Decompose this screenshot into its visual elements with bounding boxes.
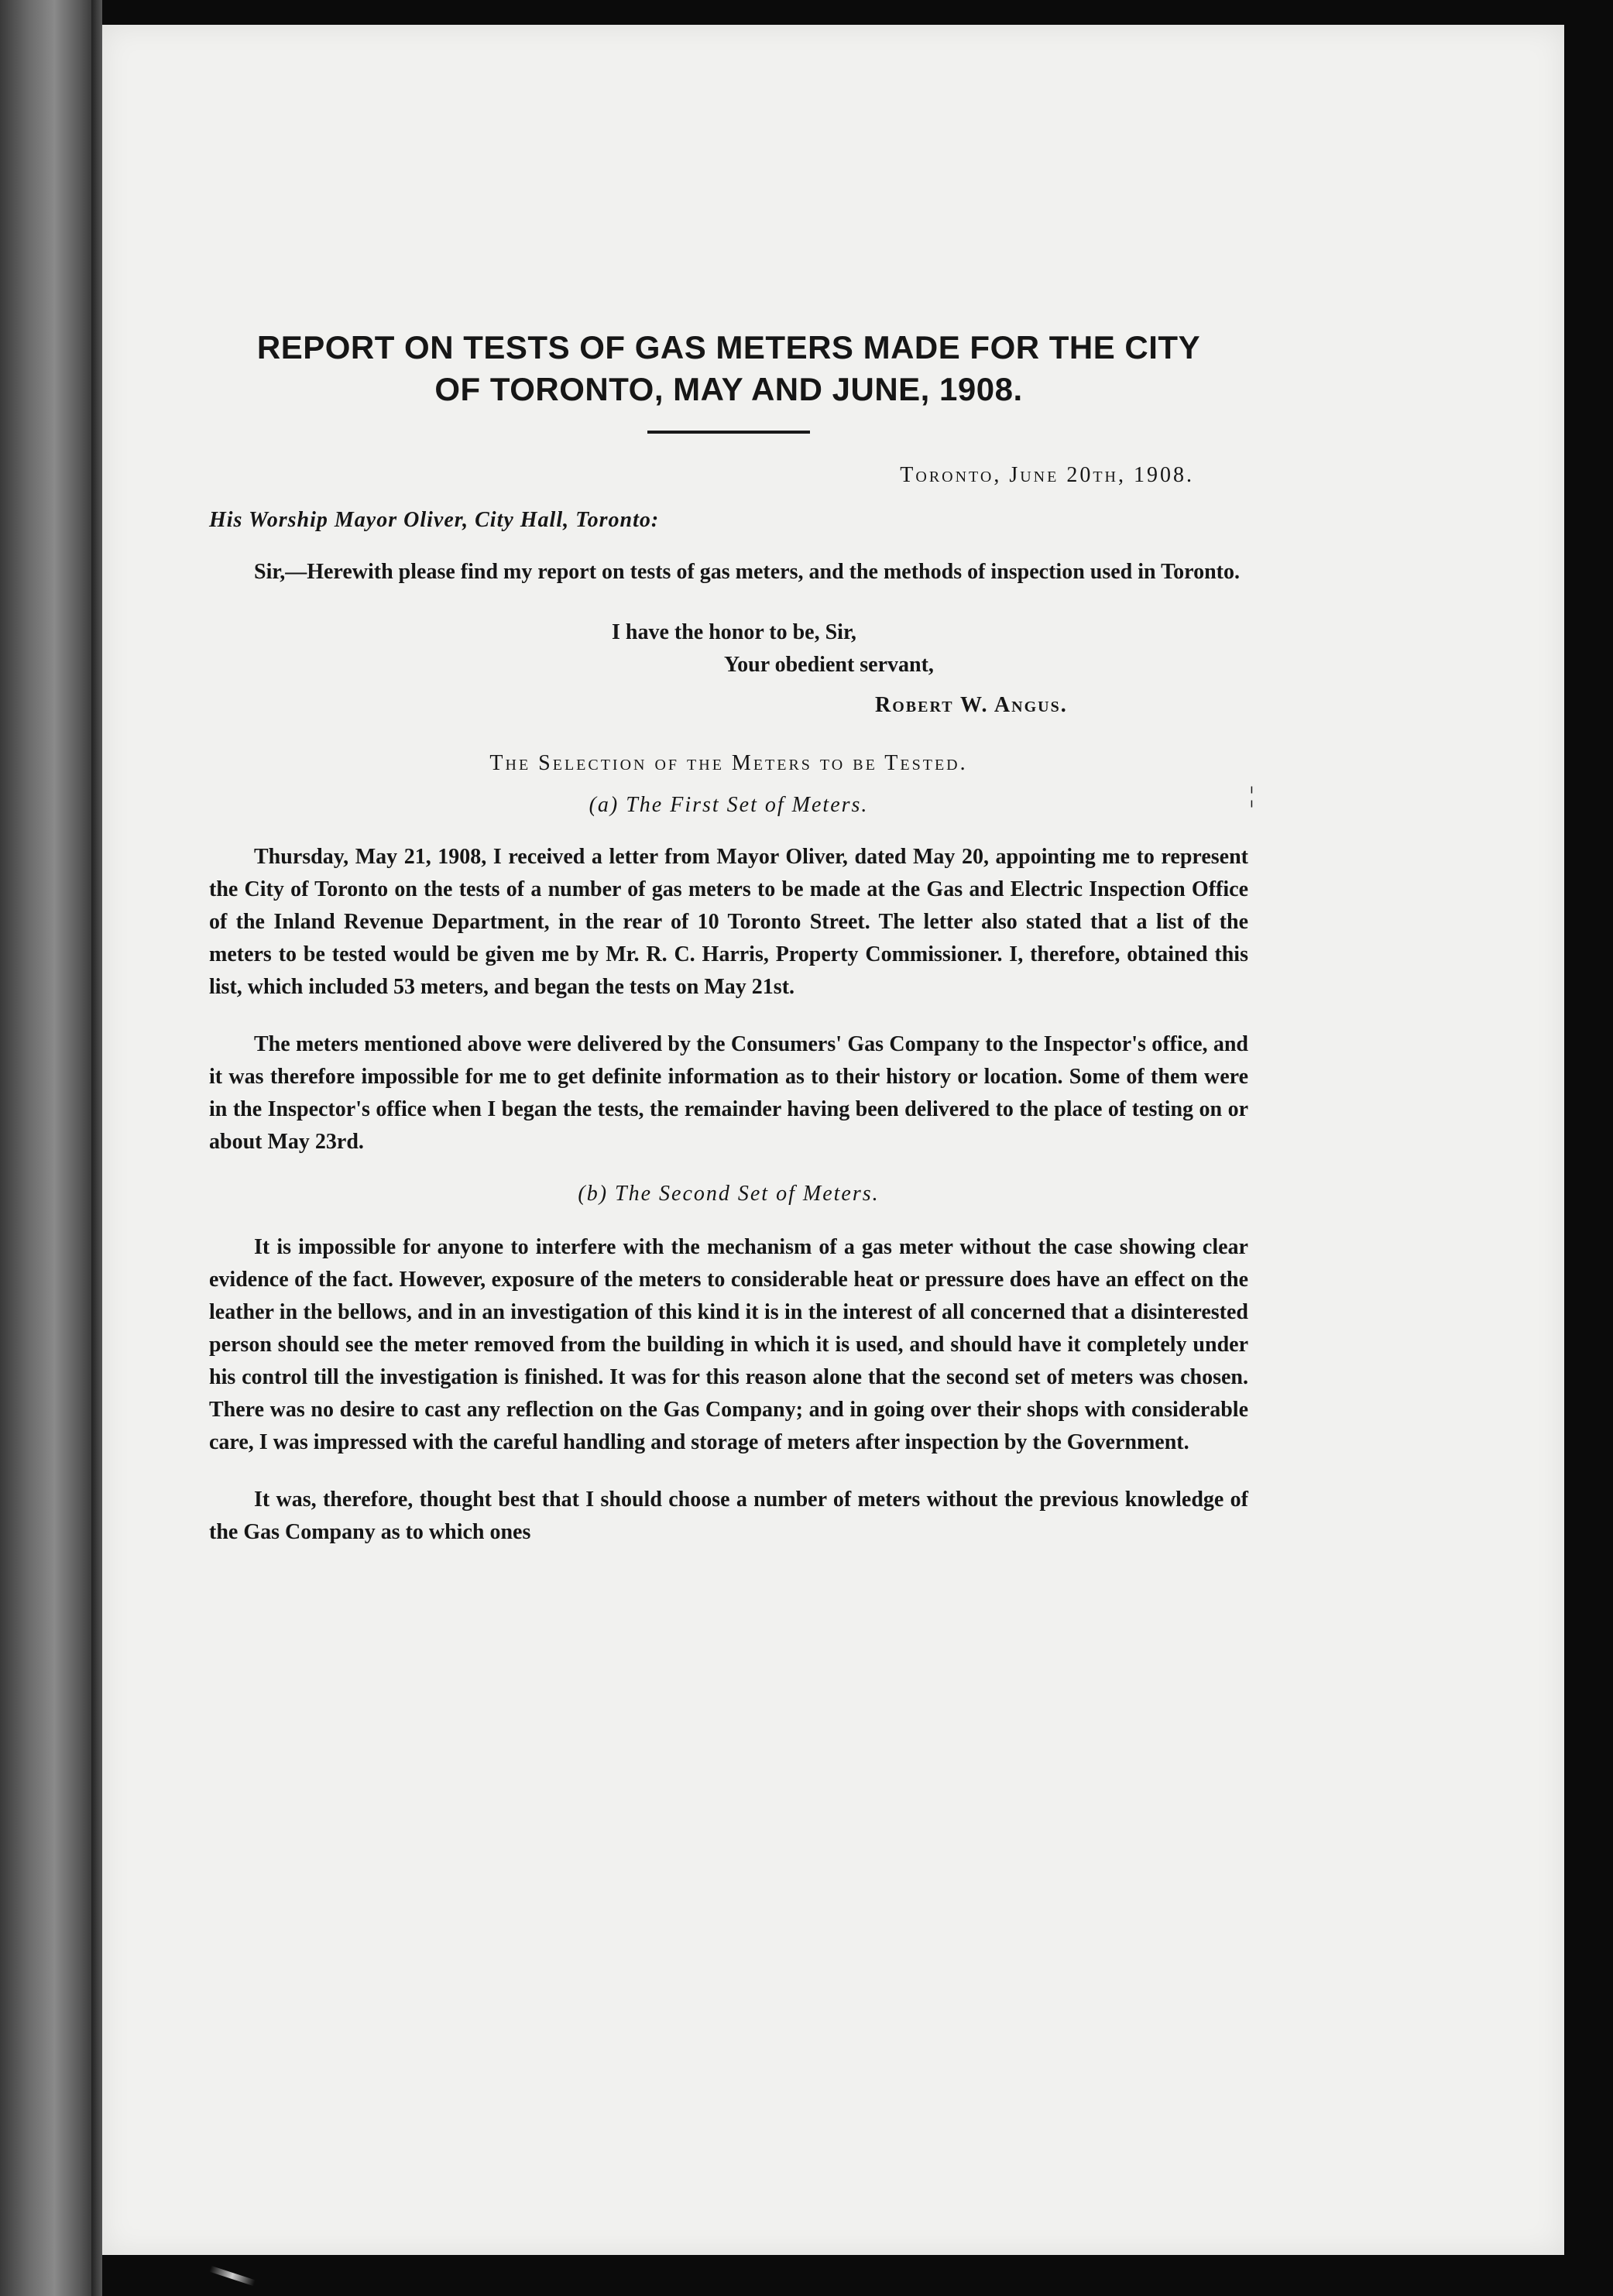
paragraph-b-1: It is impossible for anyone to interfere with the mechanism of a gas meter without the case showing clear evidence of the fact. However, exposure of the meters to considerable heat or pressure does have an effect on the leather in the bellows, and in an investigation of this kind it is in the interest of all concerned that a disinterested person should see the meter removed from the building in which it is used, and should have it completely under his control till the investigation is finished. It was for this reason alone that the second set of meters was chosen. There was no desire to cast any reflection on the Gas Company; and in going over their shops with considerable care, I was impressed with the careful handling and storage of meters after inspection by the Government. [209,1235,1248,1454]
title-divider [647,431,810,434]
letter-closing [209,616,1248,722]
report-title-line-2: OF TORONTO, MAY AND JUNE, 1908. [434,371,1023,407]
paragraph-a-2: The meters mentioned above were delivered by the Consumers' Gas Company to the Inspector's office, and it was therefore impossible for me to get definite information as to their history or location. Some of them were in the Inspector's office when I began the tests, the remainder having been delivered to the place of testing on or about May 23rd. [209,1032,1248,1154]
paragraph-b-2: It was, therefore, thought best that I should choose a number of meters without the previous knowledge of the Gas Company as to which ones [209,1488,1248,1544]
paragraph-a-1: Thursday, May 21, 1908, I received a letter from Mayor Oliver, dated May 20, appointing me to represent the City of Toronto on the tests of a number of gas meters to be made at the Gas and Electric Inspection Office of the Inland Revenue Department, in the rear of 10 Toronto Street. The letter also stated that a list of the meters to be tested would be given me by Mr. R. C. Harris, Property Commissioner. I, therefore, obtained this list, which included 53 meters, and began the tests on May 21st. [209,845,1248,999]
margin-mark: ¦ [1248,782,1256,808]
signature: Robert W. Angus. [875,693,1068,717]
report-title [209,327,1248,410]
report-body [209,310,1256,1549]
subsection-heading-a-text: (a) The First Set of Meters. [589,793,869,817]
subsection-heading-b: (b) The Second Set of Meters. [578,1182,880,1206]
report-title-line-1: REPORT ON TESTS OF GAS METERS MADE FOR THE CITY [256,329,1201,366]
binding-shadow [91,0,102,2296]
book-binding-edge [0,0,99,2296]
addressee: His Worship Mayor Oliver, City Hall, Toronto: [209,508,660,532]
closing-line-2: Your obedient servant, [724,653,934,677]
closing-line-1: I have the honor to be, Sir, [612,620,856,644]
subsection-heading-a [209,782,1256,818]
section-heading: The Selection of the Meters to be Tested. [489,751,968,775]
dateline: Toronto, June 20th, 1908. [900,463,1194,487]
intro-paragraph: Sir,—Herewith please find my report on tests of gas meters, and the methods of inspection used in Toronto. [254,560,1241,584]
